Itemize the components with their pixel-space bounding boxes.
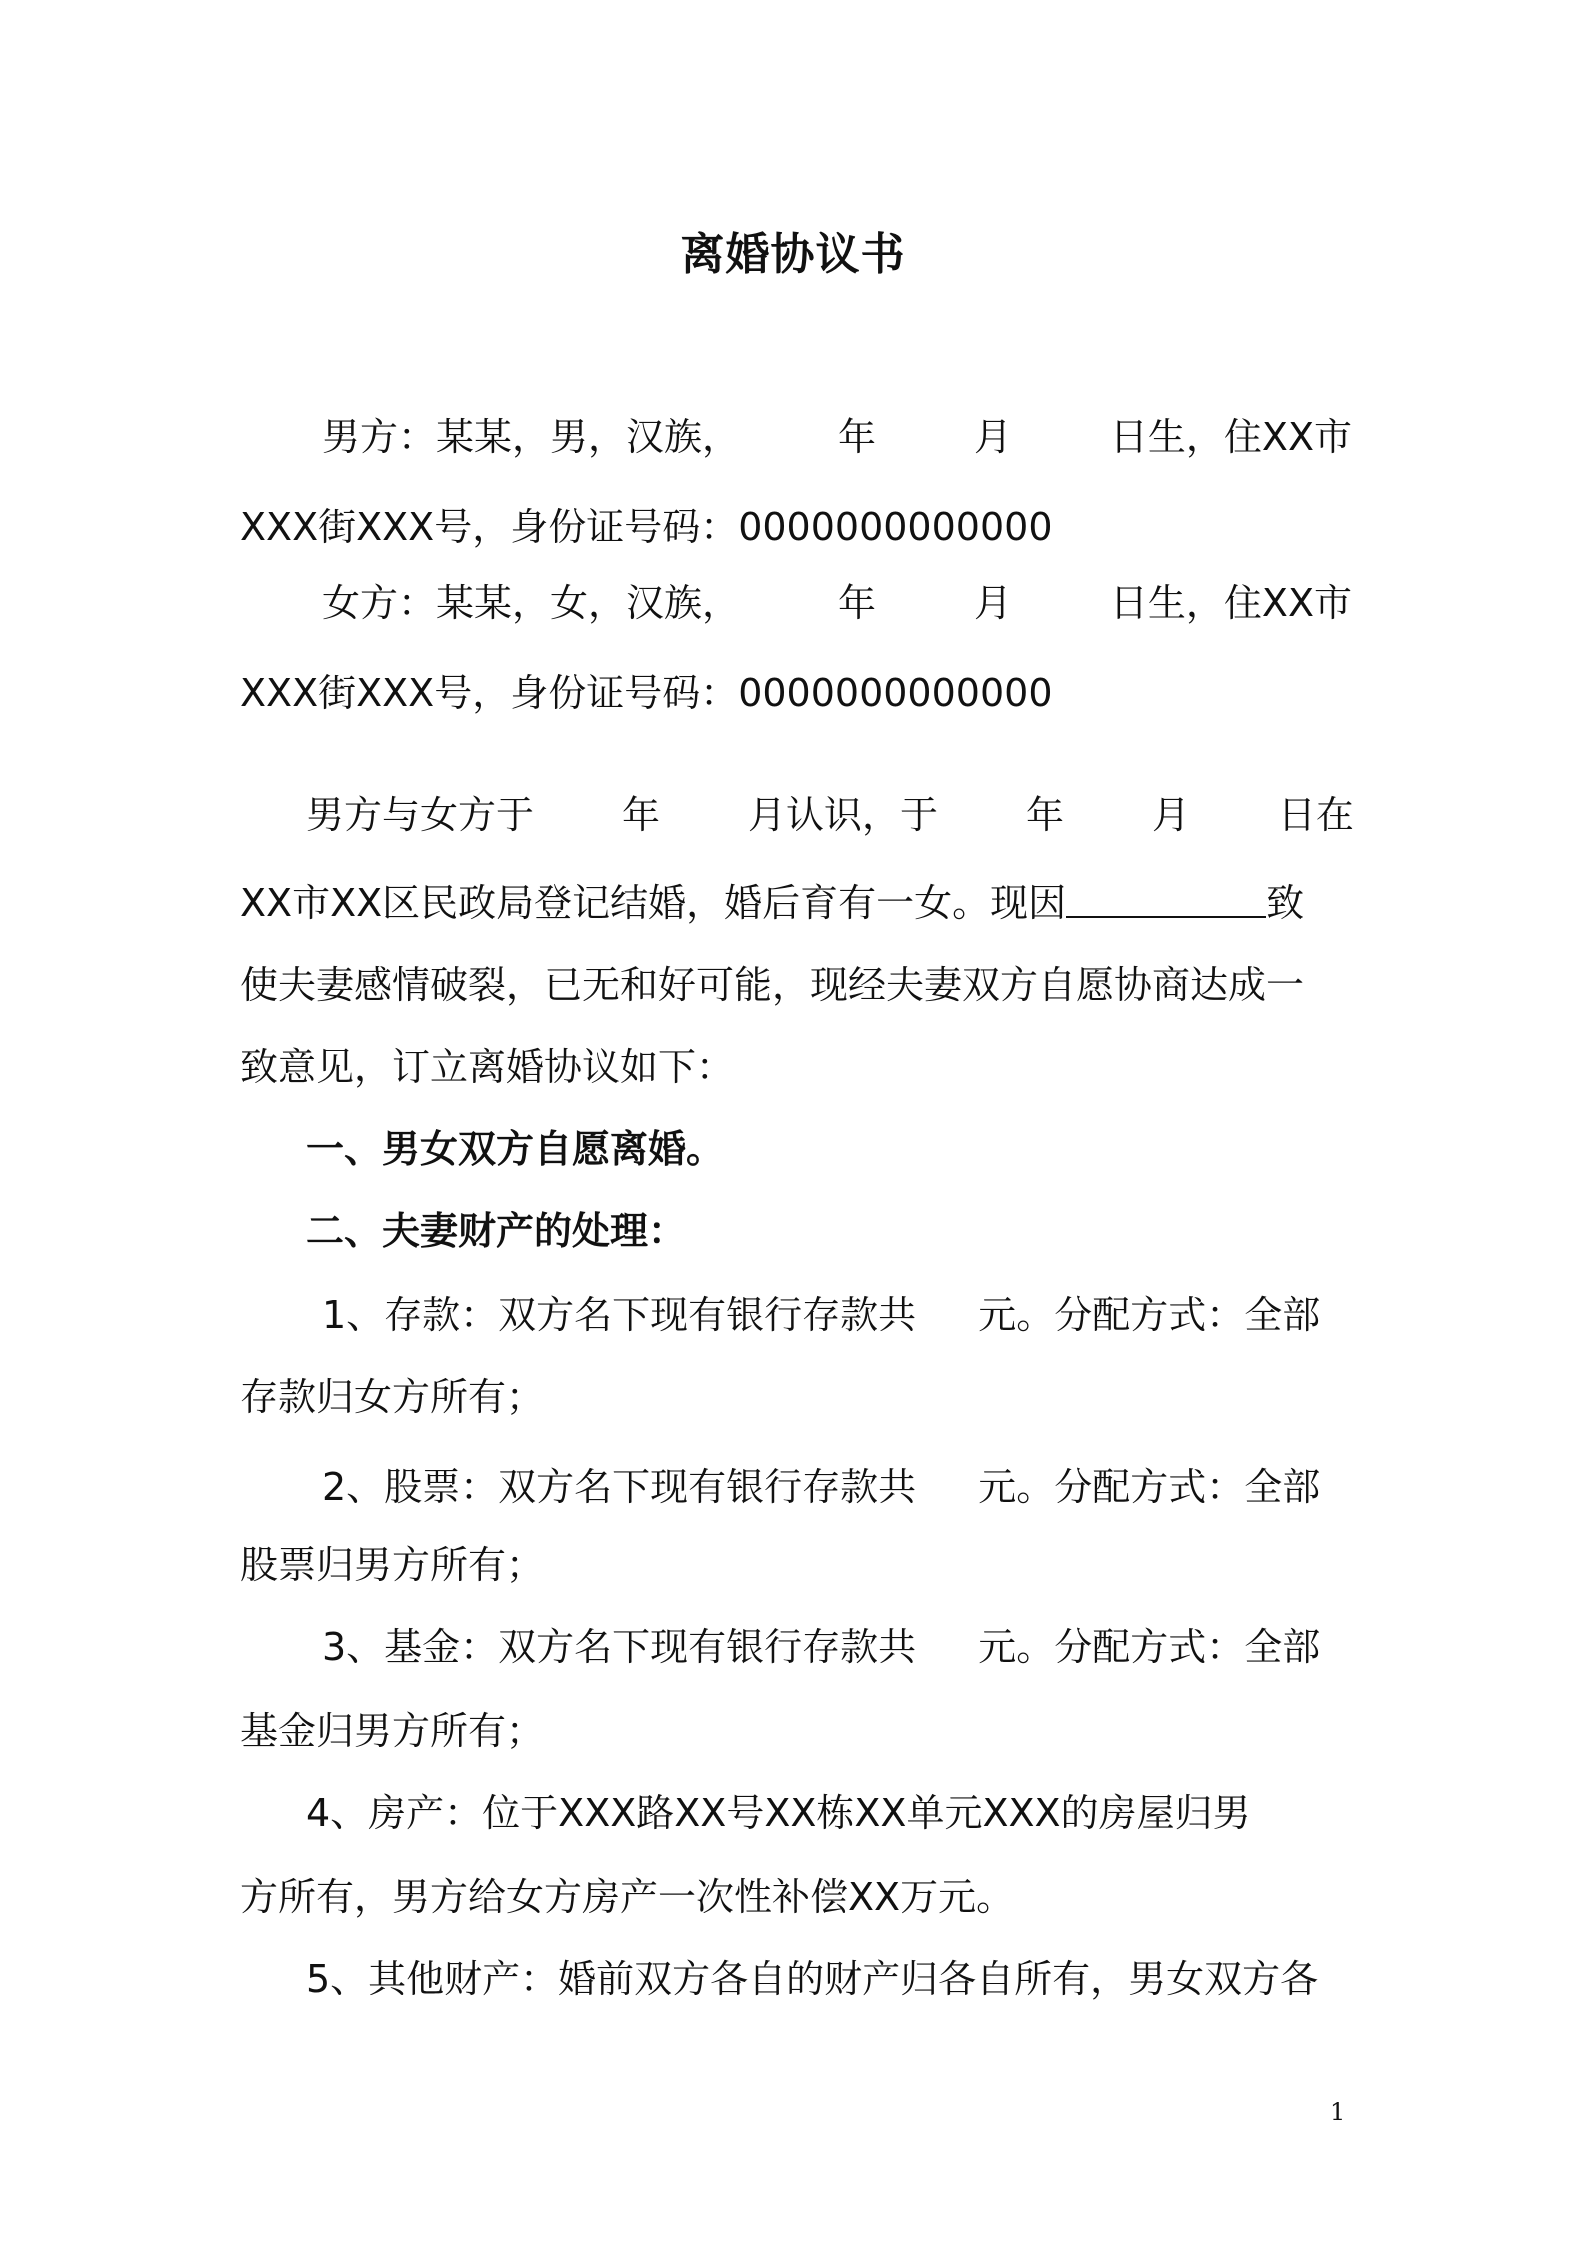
item-2-method: 元。分配方式：全部: [978, 1465, 1321, 1509]
item-2-line-1: [322, 1462, 1352, 1512]
intro-segment: 年: [621, 793, 660, 837]
item-3-method: 元。分配方式：全部: [978, 1625, 1321, 1669]
woman-info-year: 年: [837, 581, 876, 625]
item-3-line-2: 基金归男方所有；: [240, 1709, 545, 1753]
man-info-year: 年: [837, 415, 876, 459]
man-info-address: 日生，住XX市: [1109, 415, 1352, 459]
intro-line-2-text: XX市XX区民政局登记结婚，婚后育有一女。现因: [240, 881, 1067, 925]
section-2-heading: 二、夫妻财产的处理：: [306, 1209, 687, 1253]
item-2-line-2: 股票归男方所有；: [240, 1543, 545, 1587]
woman-info-address: 日生，住XX市: [1109, 581, 1352, 625]
item-1-text: 1、存款：双方名下现有银行存款共: [322, 1293, 917, 1337]
item-1-line-2: 存款归女方所有；: [240, 1375, 545, 1419]
page-number: 1: [1330, 2098, 1346, 2126]
woman-info-line-1: [322, 578, 1352, 628]
intro-segment: 月认识，于: [747, 793, 938, 837]
reason-blank: [1066, 882, 1266, 918]
item-4-line-2: 方所有，男方给女方房产一次性补偿XX万元。: [240, 1875, 1015, 1919]
intro-segment: 年: [1025, 793, 1064, 837]
item-4-line-1: 4、房产：位于XXX路XX号XX栋XX单元XXX的房屋归男: [306, 1791, 1251, 1835]
item-1-method: 元。分配方式：全部: [978, 1293, 1321, 1337]
man-info-line-2: XXX街XXX号，身份证号码：0000000000000: [240, 505, 1053, 549]
section-1-heading: 一、男女双方自愿离婚。: [306, 1127, 725, 1171]
intro-segment: 男方与女方于: [306, 793, 535, 837]
document-title: 离婚协议书: [680, 229, 906, 280]
woman-info-month: 月: [973, 581, 1012, 625]
item-5-line-1: 5、其他财产：婚前双方各自的财产归各自所有，男女双方各: [306, 1957, 1319, 2001]
woman-info-line-2: XXX街XXX号，身份证号码：0000000000000: [240, 671, 1053, 715]
intro-line-4: 致意见，订立离婚协议如下：: [240, 1045, 735, 1089]
man-info-name: 男方：某某，男，汉族，: [322, 415, 741, 459]
intro-segment: 日在: [1277, 793, 1354, 837]
intro-line-3: 使夫妻感情破裂，已无和好可能，现经夫妻双方自愿协商达成一: [240, 963, 1305, 1007]
intro-line-2-tail: 致: [1266, 881, 1305, 925]
intro-line-1: [306, 790, 1354, 840]
item-1-line-1: [322, 1290, 1352, 1340]
item-3-text: 3、基金：双方名下现有银行存款共: [322, 1625, 917, 1669]
intro-line-2: [240, 878, 1360, 928]
item-2-text: 2、股票：双方名下现有银行存款共: [322, 1465, 917, 1509]
woman-info-name: 女方：某某，女，汉族，: [322, 581, 741, 625]
intro-segment: 月: [1151, 793, 1190, 837]
man-info-line-1: [322, 412, 1352, 462]
item-3-line-1: [322, 1622, 1352, 1672]
man-info-month: 月: [973, 415, 1012, 459]
